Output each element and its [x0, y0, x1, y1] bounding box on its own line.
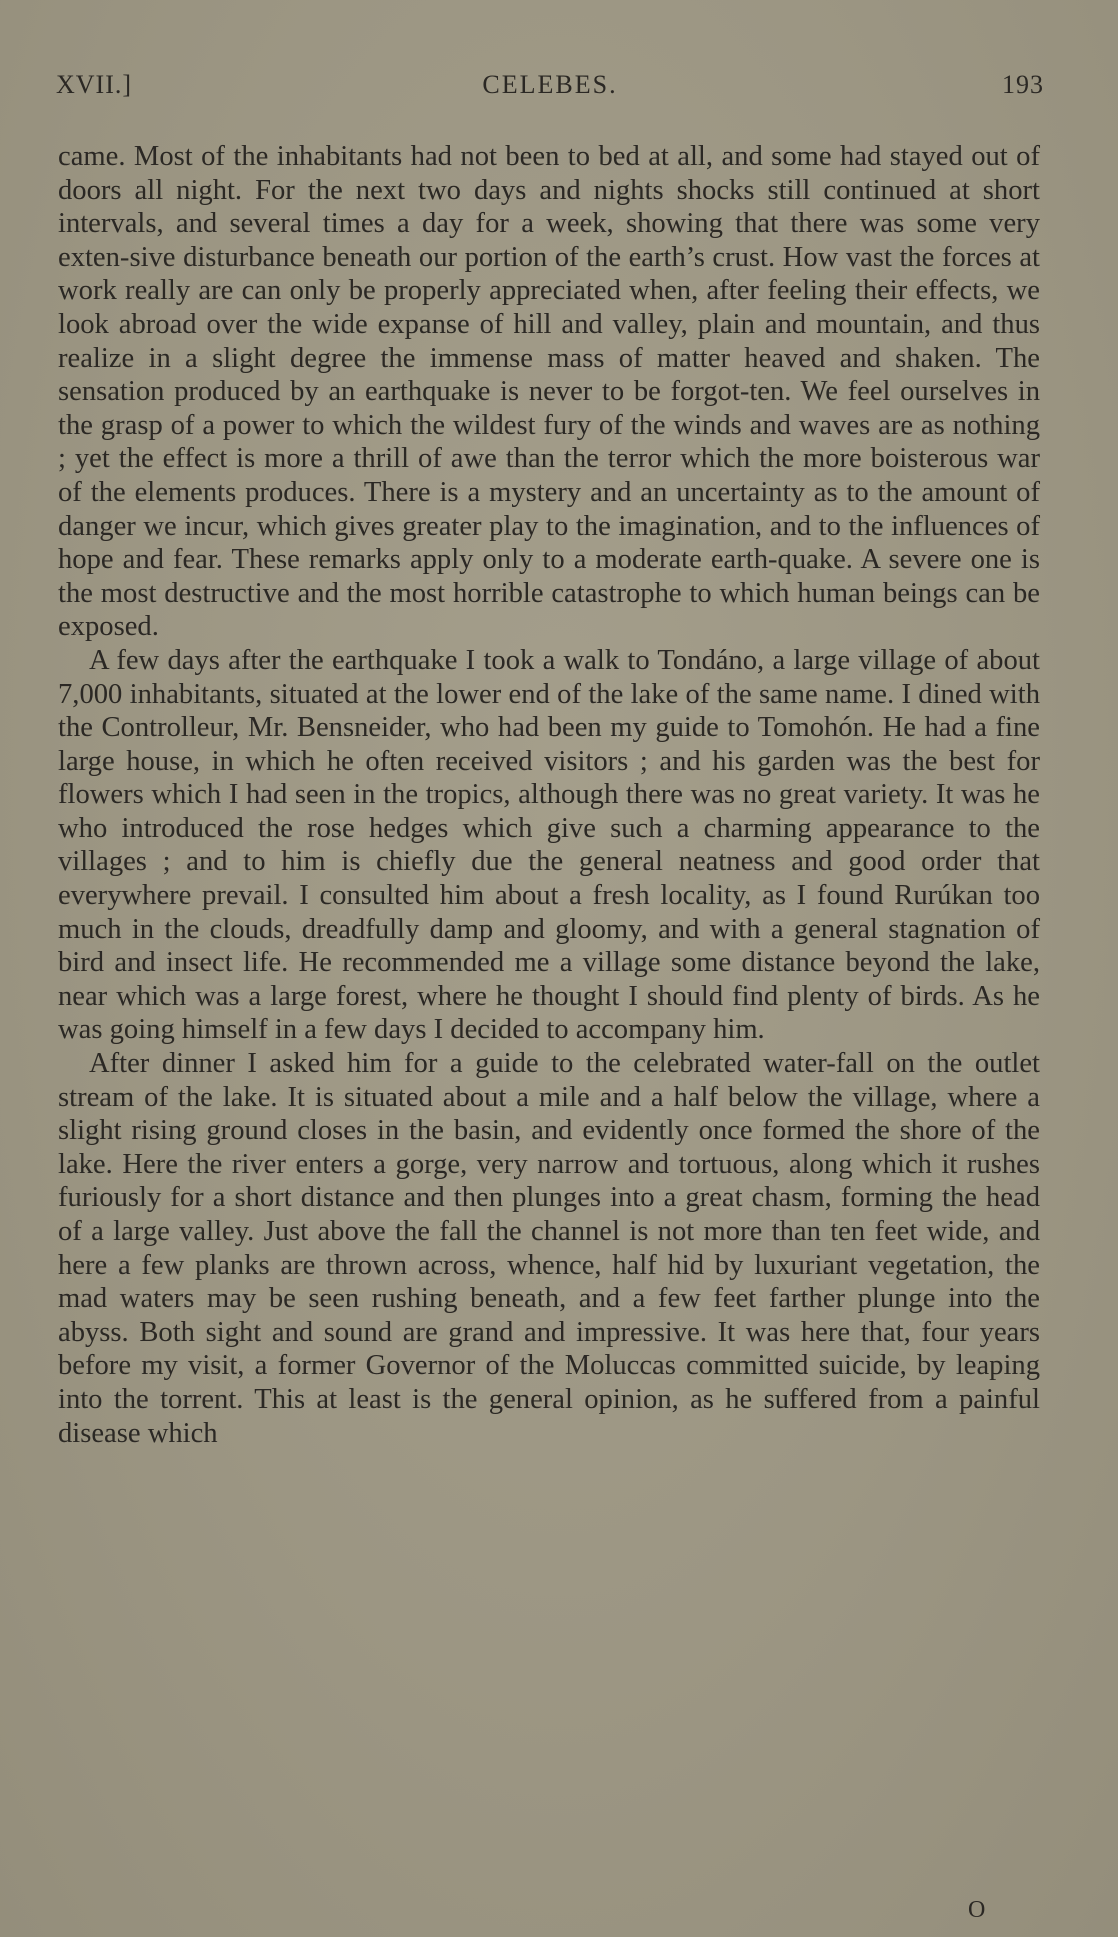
running-title: CELEBES. — [482, 70, 618, 99]
paragraph: A few days after the earthquake I took a walk to Tondáno, a large village of about 7,000 inhabitants, situated at the lower end of the lake of the same name. I dined with the Controlleur, Mr. Bensneider, who had been my guide to Tomohón. He had a fine large house, in which he often received visitors ; and his garden was the best for flowers which I had seen in the tropics, although there was no great variety. It was he who introduced the rose hedges which give such a charming appearance to the villages ; and to him is chiefly due the general neatness and good order that everywhere prevail. I consulted him about a fresh locality, as I found Rurúkan too much in the clouds, dreadfully damp and gloomy, and with a general stagnation of bird and insect life. He recommended me a village some distance beyond the lake, near which was a large forest, where he thought I should find plenty of birds. As he was going himself in a few days I decided to accompany him. — [58, 644, 1040, 1046]
page-number: 193 — [1002, 70, 1044, 99]
running-header — [56, 70, 1044, 104]
paragraph: came. Most of the inhabitants had not been to bed at all, and some had stayed out of doors all night. For the next two days and nights shocks still continued at short intervals, and several times a day for a week, showing that there was some very exten-sive disturbance beneath our portion of the earth’s crust. How vast the forces at work really are can only be properly appreciated when, after feeling their effects, we look abroad over the wide expanse of hill and valley, plain and mountain, and thus realize in a slight degree the immense mass of matter heaved and shaken. The sensation produced by an earthquake is never to be forgot-ten. We feel ourselves in the grasp of a power to which the wildest fury of the winds and waves are as nothing ; yet the effect is more a thrill of awe than the terror which the more boisterous war of the elements produces. There is a mystery and an uncertainty as to the amount of danger we incur, which gives greater play to the imagination, and to the influences of hope and fear. These remarks apply only to a moderate earth-quake. A severe one is the most destructive and the most horrible catastrophe to which human beings can be exposed. — [58, 141, 1040, 643]
paragraph: After dinner I asked him for a guide to the celebrated water-fall on the outlet stream of the lake. It is situated about a mile and a half below the village, where a slight rising ground closes in the basin, and evidently once formed the shore of the lake. Here the river enters a gorge, very narrow and tortuous, along which it rushes furiously for a short distance and then plunges into a great chasm, forming the head of a large valley. Just above the fall the channel is not more than ten feet wide, and here a few planks are thrown across, whence, half hid by luxuriant vegetation, the mad waters may be seen rushing beneath, and a few feet farther plunge into the abyss. Both sight and sound are grand and impressive. It was here that, four years before my visit, a former Governor of the Moluccas committed suicide, by leaping into the torrent. This at least is the general opinion, as he suffered from a painful disease which — [58, 1048, 1040, 1449]
chapter-number: XVII.] — [56, 70, 133, 99]
signature-mark: O — [968, 1897, 986, 1923]
body-text — [58, 140, 1040, 1450]
